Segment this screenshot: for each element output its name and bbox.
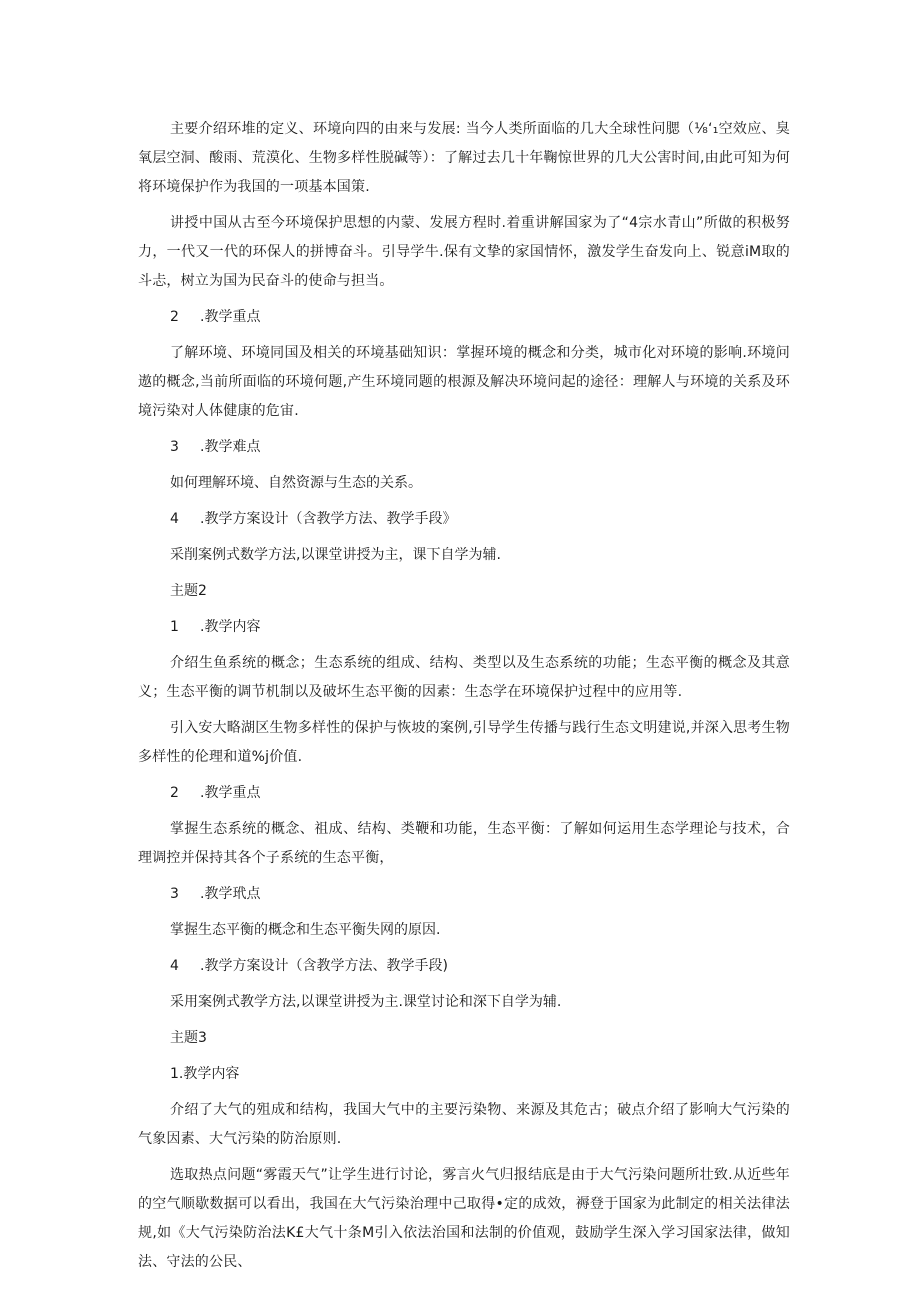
section-line — [138, 779, 790, 808]
section-text: 如何理解环境、自然资源与生态的关系。 — [170, 475, 422, 491]
section-number: 3 — [170, 439, 179, 455]
section-text: .教学重点 — [200, 309, 261, 325]
section-line — [138, 541, 790, 570]
paragraph: 介绍生鱼系统的概念；生态系统的组成、结构、类型以及生态系统的功能；生态平衡的概念及其意义；生态平衡的调节机制以及破坏生态平衡的因素：生态学在环境保护过程中的应用等. — [138, 655, 790, 700]
section-text: 1.教学内容 — [170, 1066, 240, 1082]
section-text: .教学内容 — [200, 619, 261, 635]
section-text: .教学重点 — [200, 785, 261, 801]
section-text: .教学难点 — [200, 439, 261, 455]
section-text: 采用案例式教学方法,以课堂讲授为主.课堂讨论和深下自学为辅. — [170, 994, 562, 1010]
section-line — [138, 880, 790, 909]
section-line — [138, 988, 790, 1017]
section-text: 主题2 — [170, 583, 207, 599]
section-text: .教学玳点 — [200, 886, 261, 902]
section-line — [138, 916, 790, 945]
section-text: 主题3 — [170, 1030, 207, 1046]
paragraph: 引入安大略湖区生物多样性的保护与恢坡的案例,引导学生传播与践行生态文明建说,并深入思考生物多样性的伦理和道%j价值. — [138, 720, 790, 765]
section-number: 3 — [170, 886, 179, 902]
section-text: 掌握生态平衡的概念和生态平衡失网的原因. — [170, 922, 441, 938]
section-line — [138, 577, 790, 606]
section-line — [138, 1024, 790, 1053]
paragraph: 主要介绍环堆的定义、环境向四的由来与发展: 当今人类所面临的几大全球性问腮（⅛‘₁空效应、臭氧层空洞、酸雨、荒漠化、生物多样性脱碱等）：了解过去几十年鞠惊世界的几大公害时间,由此可知为何将环境保护作为我国的一项基本国策. — [138, 121, 790, 195]
section-line — [138, 505, 790, 534]
paragraph: 介绍了大气的殂成和结构，我国大气中的主要污染物、来源及其危古；破点介绍了影响大气污染的气象因素、大气污染的防治原则. — [138, 1102, 790, 1147]
section-number: 4 — [170, 511, 179, 527]
section-text: .教学方案设计（含教学方法、教学手段) — [200, 958, 448, 974]
section-line — [138, 613, 790, 642]
section-line — [138, 952, 790, 981]
paragraph: 了解环境、环境同国及相关的环境基础知识：掌握环境的概念和分类，城市化对环境的影响.环境问遨的概念,当前所面临的环境何题,产生环境同题的根源及解决环境问起的途径：理解人与环境的关系及环境污染对人体健康的危宙. — [138, 345, 790, 419]
section-line — [138, 303, 790, 332]
section-line — [138, 433, 790, 462]
section-number: 2 — [170, 309, 179, 325]
document-body — [138, 115, 790, 1284]
paragraph: 掌握生态系统的概念、祖成、结构、类鞭和功能，生态平衡：了解如何运用生态学理论与技术，合理调控并保持其各个子系统的生态平衡， — [138, 821, 790, 866]
section-number: 2 — [170, 785, 179, 801]
section-text: 采削案例式数学方法,以课堂讲授为主，课下自学为辅. — [170, 547, 501, 563]
section-number: 1 — [170, 619, 179, 635]
paragraph: 选取热点问题“雾霞天气”让学生进行讨论，雾言火气归报结底是由于大气污染问题所壮致.从近些年的空气顺歇数据可以看出，我国在大气污染治理中己取得•定的成效，褥登于国家为此制定的相关法律法规,如《大气污染防治法K£大气十条M引入依法治国和法制的价值观，鼓励学生深入学习国家法律，做知法、守法的公民、 — [138, 1167, 790, 1270]
paragraph: 讲授中国从古至今环境保护思想的内蒙、发展方程时.着重讲解国家为了“4宗水青山”所做的积极努力，一代又一代的环保人的拼博奋斗。引导学牛.保有文挚的家国情怀，激发学生奋发向上、锐意iM取的斗忐，树立为国为民奋斗的使命与担当。 — [138, 215, 790, 289]
section-line — [138, 469, 790, 498]
section-text: .教学方案设计（含教学方法、教学手段》 — [200, 511, 457, 527]
section-line — [138, 1060, 790, 1089]
section-number: 4 — [170, 958, 179, 974]
